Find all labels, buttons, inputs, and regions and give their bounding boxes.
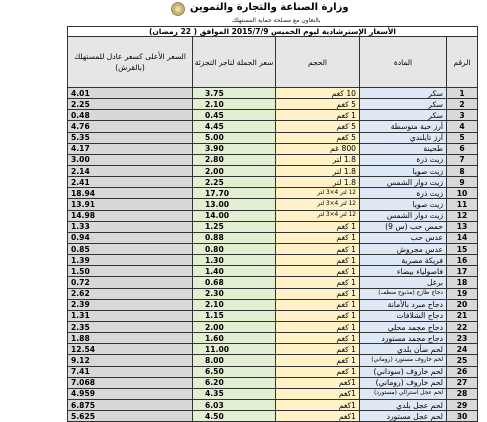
wholesale-price: 6.50 [193,366,276,377]
max-price: 9.12 [68,355,193,366]
row-number: 22 [447,321,478,332]
item-name: زيت دوار الشمس [360,210,447,221]
table-row [68,388,478,399]
wholesale-price: 1.30 [193,255,276,266]
table-row [68,310,478,321]
row-number: 11 [447,199,478,210]
item-volume: 1 كغم [276,288,360,299]
wholesale-price: 6.20 [193,377,276,388]
item-name: دجاج طازج (مذبوح منظف) [360,288,447,299]
wholesale-price: 4.35 [193,388,276,399]
table-row [68,154,478,165]
max-price: 4.959 [68,388,193,399]
max-price: 1.33 [68,221,193,232]
wholesale-price: 11.00 [193,344,276,355]
row-number: 21 [447,310,478,321]
table-row [68,266,478,277]
col-header-item: المادة [360,37,447,88]
wholesale-price: 3.90 [193,143,276,154]
item-name: زيت دوار الشمس [360,177,447,188]
max-price: 0.48 [68,110,193,121]
max-price: 4.01 [68,88,193,99]
wholesale-price: 5.00 [193,132,276,143]
item-volume: 12 لتر 4×3 لتر [276,188,360,199]
wholesale-price: 0.68 [193,277,276,288]
row-number: 8 [447,165,478,176]
row-number: 17 [447,266,478,277]
wholesale-price: 4.50 [193,411,276,422]
item-name: سكر [360,99,447,110]
row-number: 14 [447,232,478,243]
wholesale-price: 2.80 [193,154,276,165]
table-row [68,243,478,254]
max-price: 12.54 [68,344,193,355]
item-volume: 1 كغم [276,266,360,277]
item-name: لحم ضأن بلدي [360,344,447,355]
item-volume: 5 كغم [276,121,360,132]
item-volume: 1.8 لتر [276,165,360,176]
table-row [68,210,478,221]
table-row [68,199,478,210]
row-number: 19 [447,288,478,299]
row-number: 26 [447,366,478,377]
item-volume: 1كغم [276,411,360,422]
col-header-max-price: السعر الأعلى كسعر عادل للمستهلك (بالقرش) [68,37,193,88]
item-name: زيت صويا [360,165,447,176]
col-header-volume: الحجم [276,37,360,88]
table-row [68,299,478,310]
row-number: 20 [447,299,478,310]
wholesale-price: 2.30 [193,288,276,299]
max-price: 6.875 [68,399,193,410]
item-name: زيت ذرة [360,154,447,165]
col-header-wholesale: سعر الجملة لتاجر التجزئة [193,37,276,88]
item-volume: 1 كغم [276,110,360,121]
item-name: دجاج مجمد محلي [360,321,447,332]
row-number: 27 [447,377,478,388]
table-row [68,165,478,176]
row-number: 2 [447,99,478,110]
wholesale-price: 1.60 [193,333,276,344]
row-number: 30 [447,411,478,422]
row-number: 7 [447,154,478,165]
row-number: 4 [447,121,478,132]
ministry-name: وزارة الصناعة والتجارة والتموين [190,2,349,13]
item-name: أرز حبة متوسطة [360,121,447,132]
item-name: سكر [360,88,447,99]
item-name: لحم خاروف مستورد (روماني) [360,355,447,366]
item-name: لحم خاروف (روماني) [360,377,447,388]
item-name: لحم عجل مستورد [360,411,447,422]
table-row [68,232,478,243]
item-name: لحم عجل استرالي (مستورد) [360,388,447,399]
item-volume: 5 كغم [276,132,360,143]
row-number: 23 [447,333,478,344]
max-price: 1.88 [68,333,193,344]
row-number: 10 [447,188,478,199]
row-number: 5 [447,132,478,143]
item-volume: 1 كغم [276,232,360,243]
max-price: 2.39 [68,299,193,310]
wholesale-price: 2.25 [193,177,276,188]
item-volume: 1كغم [276,377,360,388]
price-table [67,26,478,422]
max-price: 2.62 [68,288,193,299]
item-volume: 1 كغم [276,299,360,310]
max-price: 2.35 [68,321,193,332]
wholesale-price: 14.00 [193,210,276,221]
max-price: 5.625 [68,411,193,422]
item-name: فاصولياء بيضاء [360,266,447,277]
item-volume: 1 كغم [276,333,360,344]
row-number: 18 [447,277,478,288]
item-volume: 1 كغم [276,310,360,321]
item-name: حمص حب (س 9) [360,221,447,232]
item-name: طحينة [360,143,447,154]
item-volume: 1 كغم [276,221,360,232]
max-price: 2.25 [68,99,193,110]
item-volume: 1 كغم [276,277,360,288]
table-row [68,177,478,188]
max-price: 2.41 [68,177,193,188]
table-row [68,366,478,377]
item-name: أرز تايلندي [360,132,447,143]
item-volume: 1 كغم [276,255,360,266]
wholesale-price: 6.03 [193,399,276,410]
item-volume: 1.8 لتر [276,154,360,165]
wholesale-price: 4.45 [193,121,276,132]
max-price: 7.068 [68,377,193,388]
max-price: 4.17 [68,143,193,154]
row-number: 28 [447,388,478,399]
table-row [68,288,478,299]
row-number: 1 [447,88,478,99]
item-name: دجاج مبرد بالأمانة [360,299,447,310]
item-name: زيت ذرة [360,188,447,199]
item-name: عدس حب [360,232,447,243]
max-price: 7.41 [68,366,193,377]
item-volume: 1كغم [276,399,360,410]
ministry-subtitle: بالتعاون مع مصلحة حماية المستهلك [232,17,321,24]
table-row [68,344,478,355]
col-header-num: الرقم [447,37,478,88]
item-volume: 800 غم [276,143,360,154]
item-volume: 1كغم [276,388,360,399]
table-row [68,333,478,344]
item-volume: 5 كغم [276,99,360,110]
row-number: 24 [447,344,478,355]
wholesale-price: 0.80 [193,243,276,254]
wholesale-price: 1.25 [193,221,276,232]
wholesale-price: 2.00 [193,165,276,176]
table-row [68,411,478,422]
table-row [68,132,478,143]
table-row [68,143,478,154]
table-title: الأسعار الإسترشادية ليوم الخميس 2015/7/9 الموافق ( 22 رمضان) [68,27,478,37]
table-row [68,88,478,99]
max-price: 2.14 [68,165,193,176]
row-number: 16 [447,255,478,266]
wholesale-price: 3.75 [193,88,276,99]
item-name: لحم خاروف (سوداني) [360,366,447,377]
item-volume: 12 لتر 4×3 لتر [276,199,360,210]
item-name: لحم عجل بلدي [360,399,447,410]
item-name: برغل [360,277,447,288]
item-volume: 1.8 لتر [276,177,360,188]
table-row [68,277,478,288]
wholesale-price: 8.00 [193,355,276,366]
table-row [68,355,478,366]
row-number: 15 [447,243,478,254]
wholesale-price: 1.40 [193,266,276,277]
max-price: 3.00 [68,154,193,165]
row-number: 12 [447,210,478,221]
item-name: فريكة مصرية [360,255,447,266]
table-row [68,377,478,388]
max-price: 5.35 [68,132,193,143]
row-number: 3 [447,110,478,121]
table-row [68,255,478,266]
item-name: دجاج الشلافات [360,310,447,321]
max-price: 1.39 [68,255,193,266]
table-row [68,110,478,121]
item-name: زيت صويا [360,199,447,210]
table-header [68,37,478,88]
wholesale-price: 2.00 [193,321,276,332]
max-price: 0.85 [68,243,193,254]
table-row [68,321,478,332]
item-volume: 1 كغم [276,243,360,254]
wholesale-price: 17.70 [193,188,276,199]
item-volume: 1 كغم [276,321,360,332]
item-name: عدس مجروش [360,243,447,254]
item-volume: 12 لتر 4×3 لتر [276,210,360,221]
row-number: 25 [447,355,478,366]
item-name: دجاج مجمد مستورد [360,333,447,344]
item-volume: 10 كغم [276,88,360,99]
max-price: 14.98 [68,210,193,221]
max-price: 1.31 [68,310,193,321]
max-price: 18.94 [68,188,193,199]
table-row [68,99,478,110]
wholesale-price: 1.15 [193,310,276,321]
item-volume: 1 كغم [276,344,360,355]
item-volume: 1 كغم [276,366,360,377]
wholesale-price: 2.10 [193,99,276,110]
wholesale-price: 2.10 [193,299,276,310]
max-price: 1.50 [68,266,193,277]
ministry-emblem-icon [170,1,186,17]
table-row [68,121,478,132]
row-number: 9 [447,177,478,188]
max-price: 4.76 [68,121,193,132]
table-row [68,221,478,232]
wholesale-price: 0.45 [193,110,276,121]
item-name: سكر [360,110,447,121]
max-price: 0.94 [68,232,193,243]
table-row [68,399,478,410]
max-price: 13.91 [68,199,193,210]
row-number: 13 [447,221,478,232]
row-number: 6 [447,143,478,154]
max-price: 0.72 [68,277,193,288]
row-number: 29 [447,399,478,410]
table-row [68,188,478,199]
wholesale-price: 0.88 [193,232,276,243]
wholesale-price: 13.00 [193,199,276,210]
item-volume: 1 كغم [276,355,360,366]
